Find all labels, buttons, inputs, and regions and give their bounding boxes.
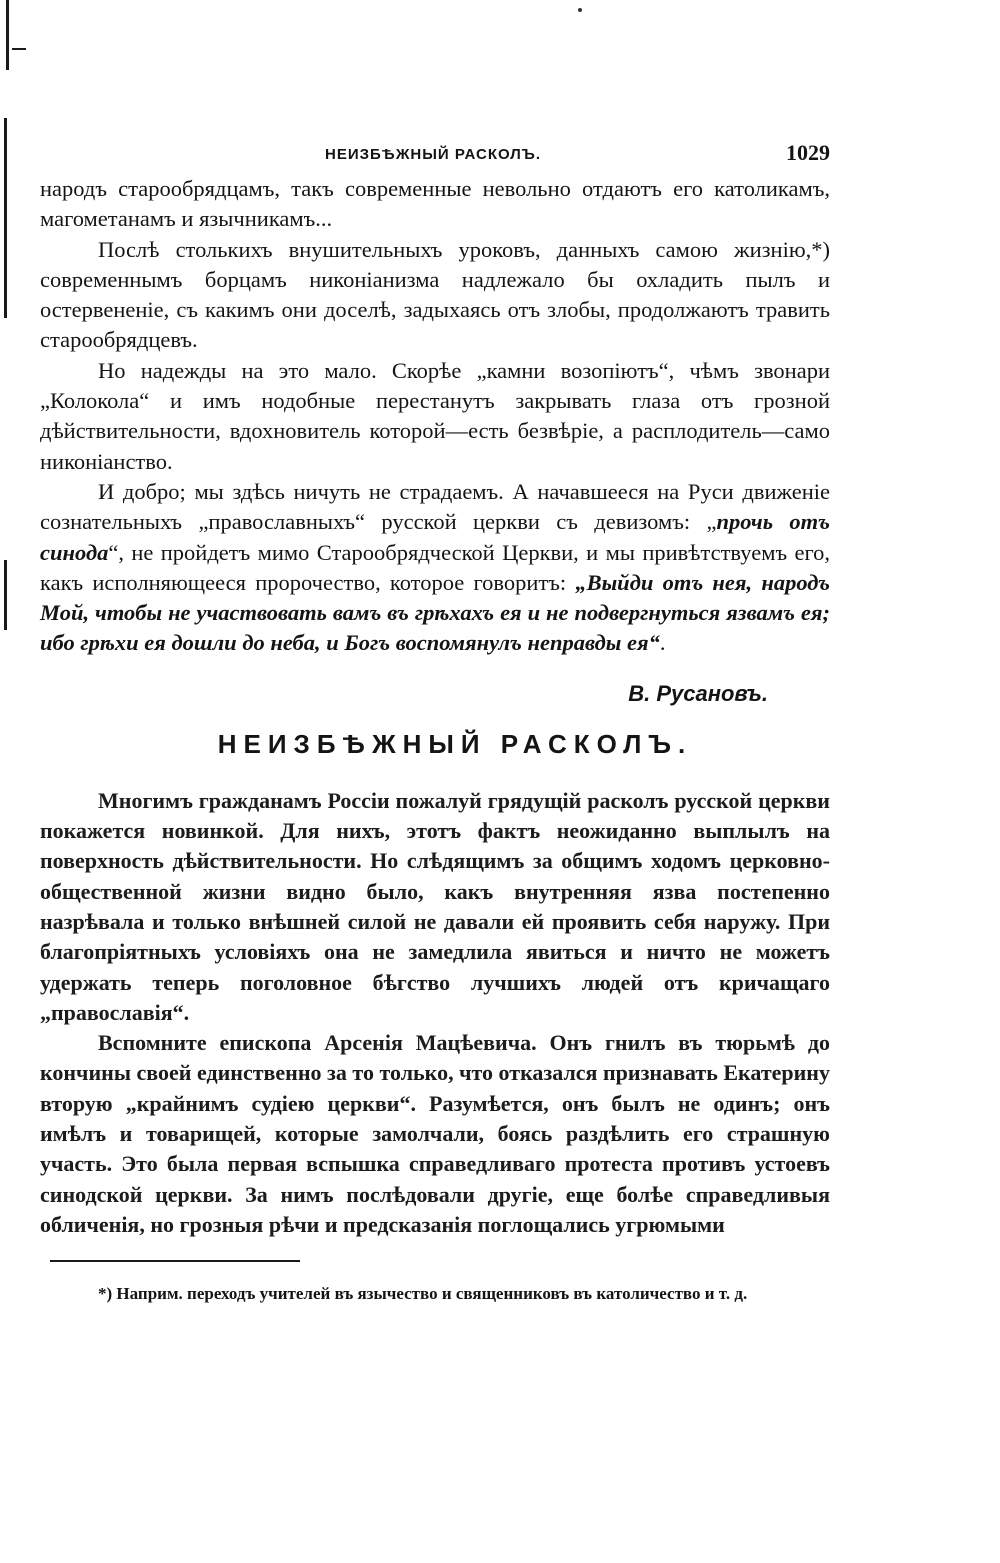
paragraph-with-quote — [40, 477, 830, 659]
running-head — [40, 140, 830, 174]
author-signature: В. Русановъ. — [628, 680, 768, 706]
paragraph: Но надежды на это мало. Скорѣе „камни возопіютъ“, чѣмъ звонари „Колокола“ и имъ нодобные перестанутъ закрывать глаза отъ грозной дѣйствительности, вдохновитель которой—есть безвѣріе, а расплодитель—само никоніанство. — [40, 357, 830, 474]
paragraph-text: И добро; мы здѣсь ничуть не страдаемъ. А начавшееся на Руси движеніе сознательныхъ „православныхъ“ русской церкви съ девизомъ: „ — [40, 478, 830, 535]
article-section-1 — [40, 174, 830, 707]
paragraph: Послѣ столькихъ внушительныхъ уроковъ, данныхъ самою жизнію,*) современнымъ борцамъ никоніанизма надлежало бы охладить пылъ и остервененіе, съ какимъ они доселѣ, задыхаясь отъ злобы, продолжаютъ травить старообрядцевъ. — [40, 236, 830, 353]
scan-speck — [578, 8, 582, 12]
paragraph: народъ старообрядцамъ, такъ современные невольно отдаютъ его католикамъ, магометанамъ и язычникамъ... — [40, 176, 830, 232]
paragraph-text: “, не пройдетъ мимо Старообрядческой Церкви, и мы привѣтствуемъ его, какъ исполняющееся пророчество, которое говоритъ: — [40, 539, 830, 595]
page-number: 1029 — [786, 140, 830, 165]
scan-edge-line-top — [6, 0, 9, 70]
article-title: НЕИЗБѢЖНЫЙ РАСКОЛЪ. — [217, 728, 693, 759]
footnote-rule — [50, 1260, 300, 1262]
scan-edge-tick — [12, 48, 26, 50]
paragraph-end: . — [659, 630, 666, 656]
paragraph: Многимъ гражданамъ Россіи пожалуй грядущій расколъ русской церкви покажется новинкой. Для нихъ, этотъ фактъ неожиданно выплылъ на поверхность дѣйствительности. Но слѣдящимъ за общимъ ходомъ церковно-общественной жизни видно было, какъ внутренняя язва постепенно назрѣвала и только внѣшней силой не давали ей проявить себя наружу. При благопріятныхъ условіяхъ она не замедлила явиться и ничто не можетъ удержать теперь поголовное бѣгство лучшихъ людей отъ кричащаго „православія“. — [40, 787, 830, 1025]
scan-edge-line-middle — [4, 118, 7, 318]
scan-edge-line-lower — [4, 560, 7, 630]
running-head-title: НЕИЗБѢЖНЫЙ РАСКОЛЪ. — [325, 146, 542, 163]
paragraph: Вспомните епископа Арсенія Мацѣевича. Онъ гнилъ въ тюрьмѣ до кончины своей единственно за то только, что отказался признавать Екатерину вторую „крайнимъ судіею церкви“. Разумѣется, онъ былъ не одинъ; онъ имѣлъ и товарищей, которые замолчали, боясь раздѣлить его страшную участь. Это была первая вспышка справедливаго протеста противъ устоевъ синодской церкви. За нимъ послѣдовали другіе, еще болѣе справедливыя обличенія, но грозныя рѣчи и предсказанія поглощались угрюмыми — [40, 1030, 830, 1237]
footnote: *) Наприм. переходъ учителей въ язычество и священниковъ въ католичество и т. д. — [98, 1284, 748, 1304]
book-page — [40, 140, 830, 1306]
scripture-quote: „Выйди отъ нея, народъ Мой, чтобы не участвовать вамъ въ грѣхахъ ея и не подвергнуться язвамъ ея; ибо грѣхи ея дошли до неба, и Богъ воспомянулъ неправды ея“ — [40, 569, 830, 656]
article-section-2 — [40, 786, 830, 1240]
motto-text: прочь отъ синода — [40, 509, 830, 565]
